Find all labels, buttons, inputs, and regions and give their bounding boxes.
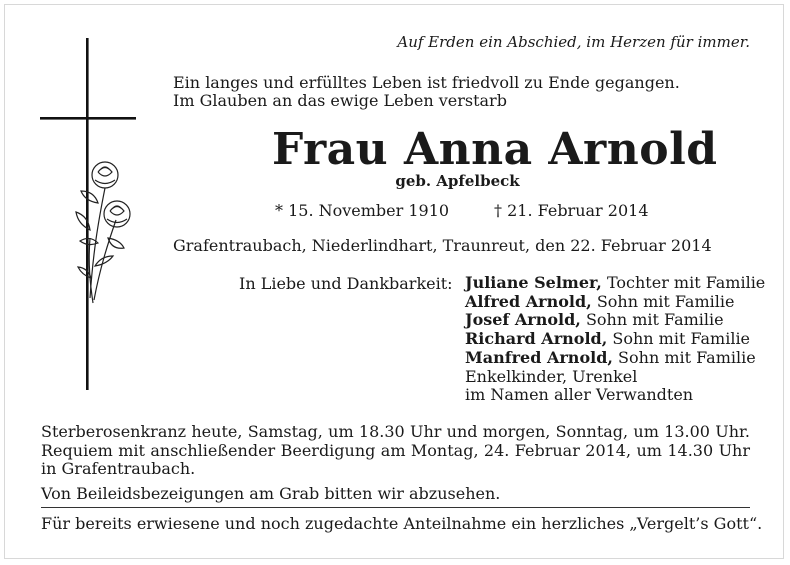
mourner-entry: [465, 311, 765, 330]
mourner-name: Manfred Arnold,: [465, 347, 613, 367]
mourners-list: [465, 274, 765, 405]
intro-line: Im Glauben an das ewige Leben verstarb: [173, 91, 507, 110]
deceased-name: Frau Anna Arnold: [272, 124, 718, 175]
condolence-note: Von Beileidsbezeigungen am Grab bitten wir abzusehen.: [41, 484, 501, 503]
place-and-date: Grafentraubach, Niederlindhart, Traunreut, den 22. Februar 2014: [173, 236, 712, 255]
mourner-name: Alfred Arnold,: [465, 291, 592, 311]
funeral-text: Sterberosenkranz heute, Samstag, um 18.30 Uhr und morgen, Sonntag, um 13.00 Uhr. Requiem mit anschließender Beerdigung am Montag, 24. Februar 2014, um 14.30 Uhr in Grafentraubach.: [41, 422, 750, 478]
mourner-name: Juliane Selmer,: [465, 273, 602, 292]
death-date: † 21. Februar 2014: [494, 201, 649, 220]
mourner-extra: im Namen aller Verwandten: [465, 385, 694, 405]
mourners-label: In Liebe und Dankbarkeit:: [239, 274, 453, 293]
closing-thanks: Für bereits erwiesene und noch zugedachte Anteilnahme ein herzliches „Vergelt’s Gott“.: [41, 514, 763, 533]
mourner-entry: [465, 330, 765, 349]
mourner-extra: Enkelkinder, Urenkel: [465, 366, 638, 386]
mourner-name: Josef Arnold,: [465, 310, 581, 330]
mourner-relation: Sohn mit Familie: [612, 347, 756, 367]
mourner-entry: [465, 274, 765, 293]
cross-icon: [38, 38, 138, 398]
mourner-entry: [465, 293, 765, 312]
mourner-relation: Tochter mit Familie: [601, 273, 766, 292]
mourner-name: Richard Arnold,: [465, 329, 608, 349]
intro-text: [173, 74, 680, 110]
maiden-name: geb. Apfelbeck: [395, 172, 520, 190]
divider: [41, 507, 750, 508]
mourner-relation: Sohn mit Familie: [580, 310, 724, 330]
mourner-relation: Sohn mit Familie: [591, 291, 735, 311]
mourner-relation: Sohn mit Familie: [607, 329, 751, 349]
mourner-entry: [465, 349, 765, 368]
funeral-notice: [41, 423, 750, 479]
motto: Auf Erden ein Abschied, im Herzen für immer.: [397, 33, 750, 51]
birth-date: * 15. November 1910: [275, 201, 450, 220]
intro-line: Ein langes und erfülltes Leben ist friedvoll zu Ende gegangen.: [173, 73, 680, 92]
